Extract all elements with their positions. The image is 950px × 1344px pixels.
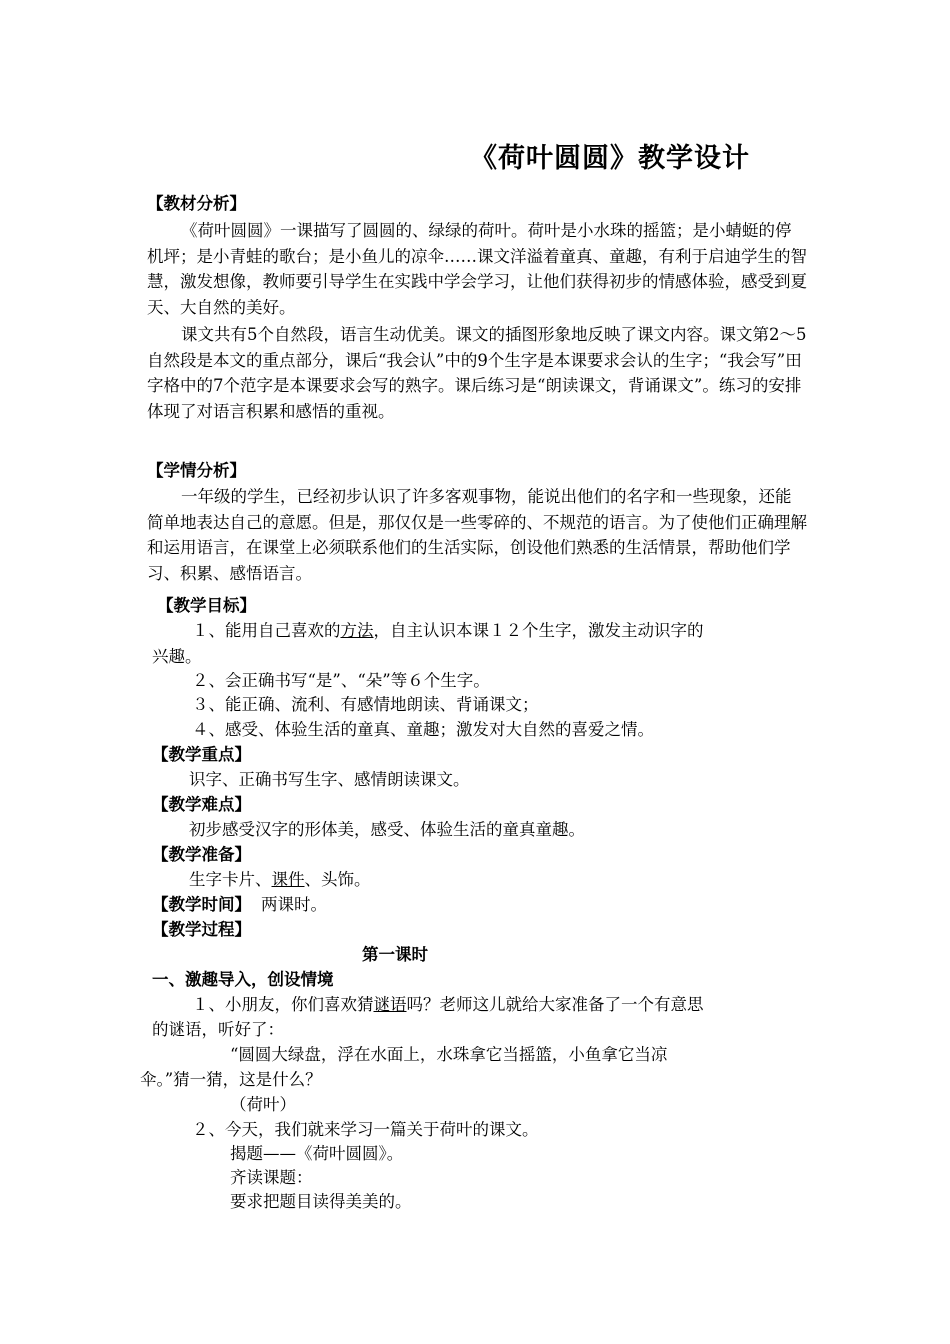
section-heading-teaching-focus: 【教学重点】 xyxy=(152,745,251,764)
step-1-underlined-riddle: 谜语 xyxy=(373,995,407,1014)
goal-1-text-a: １、能用自己喜欢的 xyxy=(192,621,341,640)
riddle-line-1: “圆圆大绿盘，浮在水面上，水珠拿它当摇篮，小鱼拿它当凉 xyxy=(230,1045,668,1064)
step-1-line-1 xyxy=(192,991,704,1015)
read-title-text: 齐读课题： xyxy=(230,1168,313,1187)
step-1-line-2: 的谜语，听好了： xyxy=(152,1020,284,1039)
section-heading-teaching-preparation: 【教学准备】 xyxy=(152,845,251,864)
student-analysis-paragraph: 一年级的学生，已经初步认识了许多客观事物，能说出他们的名字和一些现象，还能简单地表达自己的意愿。但是，那仅仅是一些零碎的、不规范的语言。为了使他们正确理解和运用语言，在课堂上必须联系他们的生活实际，创设他们熟悉的生活情景，帮助他们学习、积累、感悟语言。 xyxy=(147,487,807,583)
goal-4: ４、感受、体验生活的童真、童趣；激发对大自然的喜爱之情。 xyxy=(192,720,654,739)
goal-2: ２、会正确书写“是”、“朵”等６个生字。 xyxy=(192,671,490,690)
riddle-answer: （荷叶） xyxy=(230,1095,296,1114)
prep-underlined-courseware: 课件 xyxy=(271,870,305,889)
teaching-focus-text: 识字、正确书写生字、感情朗读课文。 xyxy=(189,770,470,789)
document-title: 《荷叶圆圆》教学设计 xyxy=(470,143,750,174)
goal-1-underlined-method: 方法 xyxy=(340,621,374,640)
step-1-text-a: １、小朋友，你们喜欢猜 xyxy=(192,995,374,1014)
teaching-preparation-text xyxy=(189,866,371,890)
step-2-text: ２、今天，我们就来学习一篇关于荷叶的课文。 xyxy=(192,1120,539,1139)
teaching-time-line xyxy=(152,891,327,915)
section-heading-student-analysis: 【学情分析】 xyxy=(147,461,246,480)
goal-3: ３、能正确、流利、有感情地朗读、背诵课文； xyxy=(192,695,539,714)
prep-text-a: 生字卡片、 xyxy=(189,870,272,889)
goal-1-line-2: 兴趣。 xyxy=(152,647,202,666)
section-heading-teaching-difficulty: 【教学难点】 xyxy=(152,795,251,814)
textbook-analysis-paragraph-2: 课文共有5个自然段，语言生动优美。课文的插图形象地反映了课文内容。课文第2～5自然段是本文的重点部分，课后“我会认”中的9个生字是本课要求会认的生字；“我会写”田字格中的7个范字是本课要求会写的熟字。课后练习是“朗读课文，背诵课文”。练习的安排体现了对语言积累和感悟的重视。 xyxy=(147,325,807,421)
goal-1-line-1 xyxy=(192,617,704,641)
riddle-line-2: 伞。”猜一猜，这是什么？ xyxy=(140,1070,322,1089)
teaching-difficulty-text: 初步感受汉字的形体美，感受、体验生活的童真童趣。 xyxy=(189,820,585,839)
section-heading-teaching-time: 【教学时间】 xyxy=(152,895,251,914)
step-heading-introduction: 一、激趣导入，创设情境 xyxy=(152,970,334,989)
section-heading-textbook-analysis: 【教材分析】 xyxy=(147,194,246,213)
step-1-text-b: 吗？老师这儿就给大家准备了一个有意思 xyxy=(406,995,704,1014)
teaching-time-text: 两课时。 xyxy=(261,895,327,914)
goal-1-text-b: ，自主认识本课１２个生字，激发主动识字的 xyxy=(373,621,704,640)
section-heading-teaching-goals: 【教学目标】 xyxy=(157,596,256,615)
section-heading-teaching-process: 【教学过程】 xyxy=(152,920,251,939)
reveal-title-text: 揭题——《荷叶圆圆》。 xyxy=(230,1144,404,1163)
textbook-analysis-paragraph-1: 《荷叶圆圆》一课描写了圆圆的、绿绿的荷叶。荷叶是小水珠的摇篮；是小蜻蜓的停机坪；是小青蛙的歌台；是小鱼儿的凉伞……课文洋溢着童真、童趣，有利于启迪学生的智慧，激发想像，教师要引导学生在实践中学会学习，让他们获得初步的情感体验，感受到夏天、大自然的美好。 xyxy=(147,221,807,317)
lesson-heading-first-period: 第一课时 xyxy=(362,945,428,964)
prep-text-b: 、头饰。 xyxy=(304,870,371,889)
read-requirement-text: 要求把题目读得美美的。 xyxy=(230,1192,412,1211)
